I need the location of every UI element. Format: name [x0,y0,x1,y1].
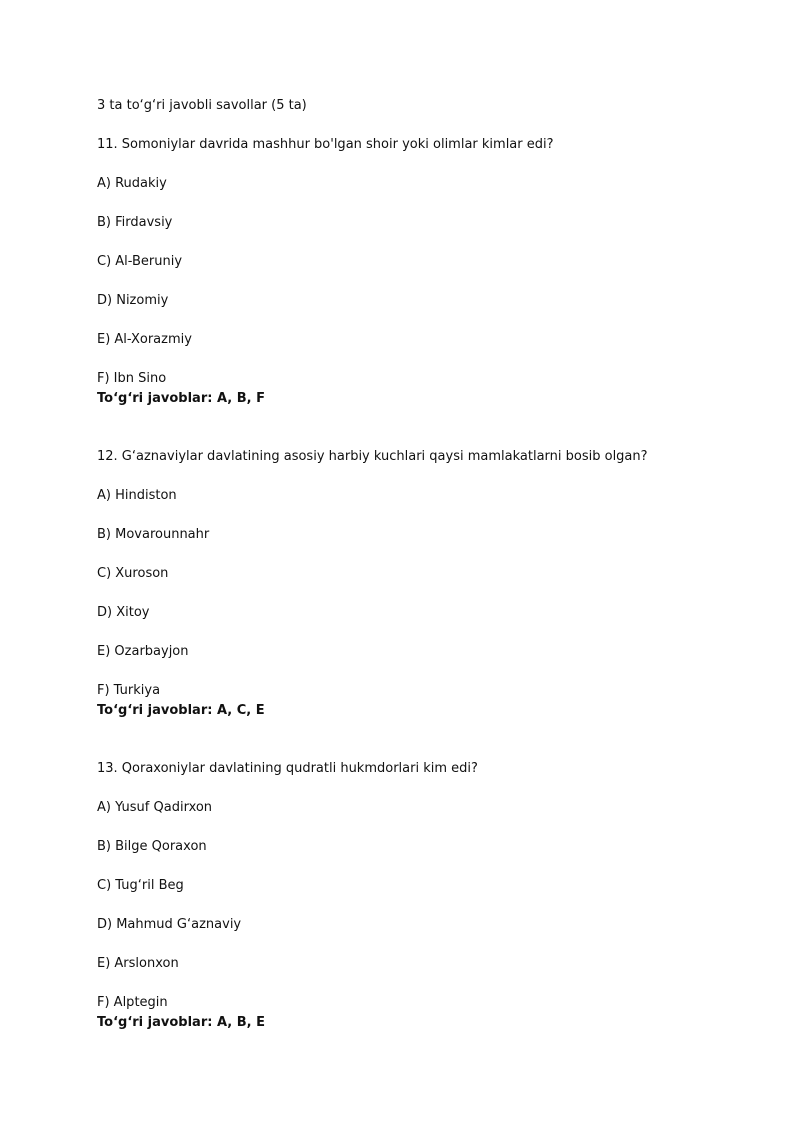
answer-option: C) Xuroson [97,566,169,581]
question-block [97,760,737,1032]
question-block [97,448,737,720]
question-block [97,136,737,408]
answer-option: C) Tug‘ril Beg [97,878,184,893]
correct-answers: To‘g‘ri javoblar: A, C, E [97,703,265,718]
section-heading: 3 ta to‘g‘ri javobli savollar (5 ta) [97,98,307,113]
answer-option: B) Bilge Qoraxon [97,839,207,854]
answer-option: D) Xitoy [97,605,150,620]
correct-answers: To‘g‘ri javoblar: A, B, F [97,391,265,406]
correct-answers: To‘g‘ri javoblar: A, B, E [97,1015,265,1030]
answer-option: E) Al-Xorazmiy [97,332,192,347]
answer-option: A) Rudakiy [97,176,167,191]
answer-option: C) Al-Beruniy [97,254,183,269]
document-page [97,97,737,1072]
question-title: 13. Qoraxoniylar davlatining qudratli hukmdorlari kim edi? [97,761,478,776]
answer-option: B) Firdavsiy [97,215,173,230]
answer-option: D) Mahmud G‘aznaviy [97,917,242,932]
answer-option: E) Arslonxon [97,956,179,971]
answer-option: A) Hindiston [97,488,177,503]
answer-option: A) Yusuf Qadirxon [97,800,213,815]
answer-option: F) Alptegin [97,995,168,1010]
question-title: 12. G‘aznaviylar davlatining asosiy harbiy kuchlari qaysi mamlakatlarni bosib olgan? [97,449,648,464]
answer-option: F) Ibn Sino [97,371,167,386]
answer-option: E) Ozarbayjon [97,644,189,659]
answer-option: D) Nizomiy [97,293,169,308]
answer-option: F) Turkiya [97,683,161,698]
question-title: 11. Somoniylar davrida mashhur bo'lgan shoir yoki olimlar kimlar edi? [97,137,554,152]
answer-option: B) Movarounnahr [97,527,210,542]
